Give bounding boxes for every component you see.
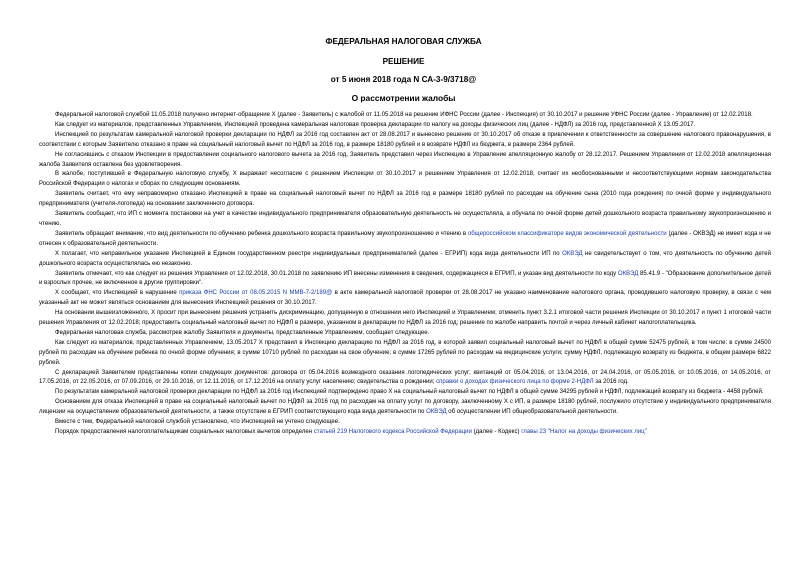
document-link[interactable]: Налогового кодекса Российской Федерации: [347, 429, 472, 435]
paragraph: [39, 270, 771, 290]
paragraph-text: Основанием для отказа Инспекцией в праве на социальный налоговый вычет по НДФЛ за 2016 год по расходам на оплату услуг по договору, заключенному Х с ИП, в размере 18180 рублей, послужило отсутствие у индивидуального предпринимателя лицензии на осуществление образовательной деятельности, а также отсутствие в ЕГРИП соответствующего кода вида деятельности по: [39, 399, 771, 416]
document-body: [39, 111, 771, 438]
paragraph: [39, 111, 771, 121]
paragraph-text: С декларацией Заявителем представлены копии следующих документов: договора от 05.04.2016 возмездного оказания логопедических услуг; квитанций от 05.04.2016, от 13.04.2016, от 24.04.2016, от 05.05.2016, от 10.05.2016, от 14.05.2016, от 17.05.2016, от 22.05.2016, от 07.09.2016, от 29.10.2016, от 12.11.2016, от 17.12.2016 на оплату услуг населению; свидетельства о рождении;: [39, 369, 771, 386]
paragraph: [39, 210, 771, 230]
paragraph: [39, 339, 771, 369]
document-link[interactable]: "Налог на доходы физических лиц": [546, 429, 647, 435]
paragraph: [39, 428, 771, 438]
paragraph: [39, 418, 771, 428]
paragraph-text: Заявитель обращает внимание, что вид деятельности по обучению ребенка дошкольного возраста правильному звукопроизношению и чтению в: [55, 230, 468, 237]
paragraph: [39, 289, 771, 309]
paragraph-text: в акте камеральной налоговой проверки от 28.08.2017 не указано наименование налогового органа, проводившего налоговую проверку, в связи с чем указанный акт не может являться основанием для вынесения Инспекцией решения от 30.10.2017.: [39, 290, 772, 307]
paragraph: [39, 131, 771, 151]
paragraph-text: (далее - ОКВЭД) не имеет кода и не отнесен к образовательной деятельности.: [39, 230, 771, 247]
paragraph-text: На основании вышеизложенного, Х просит при вынесении решения устранить дискриминацию, допущенную в отношении него Инспекцией и Управлением; отменить пункт 3.2.1 итоговой части решения Инспекции от 30.10.2017 и пункт 1 итоговой части решения Управления от 12.02.2018; предоставить социальный налоговый вычет по НДФЛ в размере, указанном в декларации по НДФЛ за 2016 год; решение по жалобе направить почтой и через личный кабинет налогоплательщика.: [39, 310, 771, 327]
paragraph-text: за 2016 год.: [593, 379, 629, 386]
paragraph: [39, 329, 771, 339]
paragraph-text: Х сообщает, что Инспекцией в нарушение: [55, 290, 180, 297]
paragraph: [39, 170, 771, 190]
paragraph: [39, 309, 771, 329]
document-link[interactable]: ОКВЭД: [562, 250, 583, 257]
paragraph-text: Заявитель сообщает, что ИП с момента постановки на учет в качестве индивидуального предпринимателя образовательную деятельность не осуществляла, а обучала по очной форме детей дошкольного возраста правильному звукопроизношению и чтению.: [39, 211, 771, 227]
paragraph: [39, 230, 771, 250]
document-link[interactable]: главы 23: [521, 429, 547, 435]
paragraph-text: В жалобе, поступившей в Федеральную налоговую службу, Х выражает несогласие с решением Инспекции от 30.10.2017 и решением Управления от 12.02.2018, считает их необоснованными и несоответствующими нормам законодательства Российской Федерации о налогах и сборах по следующим основаниям.: [39, 171, 771, 188]
paragraph-text: По результатам камеральной налоговой проверки декларации по НДФЛ за 2016 год Инспекцией подтверждено право Х на социальный налоговый вычет по НДФЛ в общей сумме 34295 рублей и НДФЛ, подлежащий возврату из бюджета - 4458 рублей.: [55, 389, 764, 396]
paragraph-text: Вместе с тем, Федеральной налоговой службой установлено, что Инспекцией не учтено следующее.: [55, 419, 340, 426]
paragraph-text: Заявитель отмечает, что как следует из решения Управления от 12.02.2018, 30.01.2018 по заявлению ИП внесены изменения в сведения, содержащиеся в ЕГРИП, и указан вид деятельности по коду: [55, 270, 618, 277]
paragraph-text: Не согласившись с отказом Инспекции в предоставлении социального налогового вычета за 2016 год, Заявитель представил через Инспекцию в Управление апелляционную жалобу от 28.12.2017. Решением Управления от 12.02.2018 апелляционная жалоба Заявителя оставлена без удовлетворения.: [39, 151, 771, 168]
document-date-number: от 5 июня 2018 года N СА-3-9/3718@: [330, 75, 477, 84]
document-link[interactable]: общероссийском классификаторе видов экономической деятельности: [467, 230, 667, 237]
document-link[interactable]: ОКВЭД: [426, 409, 447, 416]
paragraph-text: Х полагает, что неправильное указание Инспекцией в Едином государственном реестре индивидуальных предпринимателей (далее - ЕГРИП) кода вида деятельности ИП по: [55, 250, 563, 257]
paragraph-text: Как следует из материалов, представленных Управлением, Инспекцией проведена камеральная налоговая проверка декларации по налогу на доходы физических лиц (далее - НДФЛ) за 2016 год, представленной Х 13.05.2017.: [55, 121, 696, 128]
paragraph-text: 85.41.9 - "Образование дополнительное детей и взрослых прочее, не включенное в другие группировки".: [39, 270, 771, 287]
document-type-heading: РЕШЕНИЕ: [382, 57, 425, 66]
document-link[interactable]: приказа ФНС России от 08.05.2015 N ММВ-7-2/189@: [179, 290, 333, 297]
paragraph-text: (далее - Кодекс): [471, 429, 522, 435]
paragraph: [39, 398, 771, 418]
paragraph-text: Порядок предоставления налогоплательщикам социальных налоговых вычетов определен: [55, 429, 314, 435]
document-link[interactable]: статьей 219: [313, 429, 348, 435]
paragraph-text: Как следует из материалов, представленных Управлением, 13.05.2017 Х представил в Инспекцию декларацию по НДФЛ за 2016 год, в которой заявил социальный налоговый вычет по НДФЛ в общей сумме 52475 рублей, в том числе: в сумме 24500 рублей по расходам на обучение ребенка по очной форме обучения; в сумме 10710 рублей по расходам на свое обучение; в сумме 17265 рублей по расходам на медицинские услуги; сумму НДФЛ, подлежащую возврату из бюджета, в общем размере 6822 рублей.: [39, 339, 771, 366]
paragraph: [39, 190, 771, 210]
document-subject: О рассмотрении жалобы: [351, 93, 456, 103]
paragraph-text: об осуществлении ИП общеобразовательной деятельности.: [446, 409, 618, 416]
paragraph-text: Федеральной налоговой службой 11.05.2018 получено интернет-обращение Х (далее - Заявитель) с жалобой от 11.05.2018 на решение ИФНС России (далее - Инспекция) от 30.10.2017 и решение УФНС России (далее - Управление) от 12.02.2018.: [55, 112, 753, 118]
paragraph-text: Федеральная налоговая служба, рассмотрев жалобу Заявителя и документы, представленные Управлением, сообщает следующее.: [55, 329, 430, 336]
paragraph: [39, 121, 771, 131]
agency-heading: ФЕДЕРАЛЬНАЯ НАЛОГОВАЯ СЛУЖБА: [325, 37, 482, 46]
document-link[interactable]: ОКВЭД: [617, 270, 639, 277]
document-link[interactable]: справки о доходах физического лица по форме 2-НДФЛ: [436, 379, 594, 386]
paragraph: [39, 250, 771, 270]
paragraph-text: Инспекцией по результатам камеральной налоговой проверки декларации по НДФЛ за 2016 год составлен акт от 28.08.2017 и вынесено решение от 30.10.2017 об отказе в привлечении к ответственности за совершение налогового правонарушения, в соответствии с которым Заявителю отказано в праве на социальный налоговый вычет по НДФЛ за 2016 год, в размере 18180 рублей и в возврате НДФЛ из бюджета, в размере 2364 рублей.: [39, 131, 771, 148]
paragraph-text: Заявитель считает, что ему неправомерно отказано Инспекцией в праве на социальный налоговый вычет по НДФЛ за 2016 год в размере 18180 рублей по расходам на обучение сына (2010 года рождения) по очной форме у индивидуального предпринимателя (учителя-логопеда) на основании заключенного договора.: [39, 191, 771, 208]
paragraph: [39, 388, 771, 398]
paragraph-text: не свидетельствует о том, что деятельность по обучению детей дошкольного возраста осуществлялась ею незаконно.: [39, 250, 771, 267]
paragraph: [39, 369, 771, 389]
paragraph: [39, 151, 771, 171]
